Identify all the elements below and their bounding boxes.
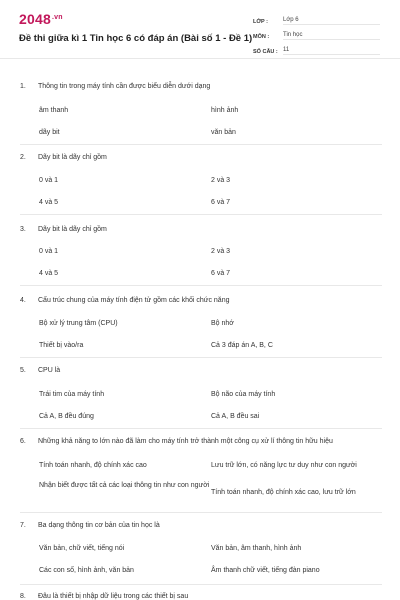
answer-option[interactable]: Thiết bị vào/ra — [39, 342, 84, 349]
answer-option[interactable]: Các con số, hình ảnh, văn bản — [39, 567, 134, 574]
exam-meta — [253, 13, 380, 58]
answer-option[interactable]: Văn bản, chữ viết, tiếng nói — [39, 545, 125, 552]
divider — [20, 357, 382, 358]
meta-subject-value: Tin học — [283, 32, 380, 40]
answer-option[interactable]: Trái tim của máy tính — [39, 391, 105, 398]
meta-count-label: SỐ CÂU : — [253, 49, 278, 55]
question-text: 8. Đâu là thiết bị nhập dữ liệu trong các thiết bị sau — [20, 593, 189, 600]
meta-class-label: LỚP : — [253, 19, 268, 25]
page-header — [0, 0, 400, 59]
answer-option[interactable]: Cả A, B đều đúng — [39, 413, 94, 420]
answer-option[interactable]: Bộ nhớ — [211, 320, 234, 327]
answer-option[interactable]: 4 và 5 — [39, 270, 59, 277]
answer-option[interactable]: Bộ não của máy tính — [211, 391, 276, 398]
answer-option[interactable]: dãy bit — [39, 129, 60, 136]
answer-option[interactable]: 0 và 1 — [39, 248, 59, 255]
answer-option[interactable]: văn bản — [211, 129, 236, 136]
question-text: 4. Cấu trúc chung của máy tính điện tử gồm các khối chức năng — [20, 297, 230, 304]
question-text: 2. Dãy bit là dãy chỉ gồm — [20, 154, 107, 161]
answer-option[interactable]: 0 và 1 — [39, 177, 59, 184]
meta-class-value: Lớp 6 — [283, 17, 380, 25]
answer-option[interactable]: 2 và 3 — [211, 177, 231, 184]
divider — [20, 214, 382, 215]
question-text: 7. Ba dạng thông tin cơ bản của tin học là — [20, 522, 160, 529]
question-text: 3. Dãy bit là dãy chỉ gồm — [20, 226, 107, 233]
answer-option[interactable]: Nhận biết được tất cả các loại thông tin như con người — [39, 482, 210, 489]
question-text: 1. Thông tin trong máy tính cần được biểu diễn dưới dạng — [20, 83, 211, 90]
answer-option[interactable]: 4 và 5 — [39, 199, 59, 206]
divider — [20, 144, 382, 145]
answer-option[interactable]: Cả A, B đều sai — [211, 413, 260, 420]
divider — [20, 428, 382, 429]
meta-subject — [253, 28, 380, 40]
answer-option[interactable]: Cả 3 đáp án A, B, C — [211, 342, 273, 349]
answer-option[interactable]: Tính toán nhanh, độ chính xác cao — [39, 462, 147, 469]
answer-option[interactable]: Tính toán nhanh, độ chính xác cao, lưu trữ lớn — [211, 489, 356, 496]
answer-option[interactable]: Bộ xử lý trung tâm (CPU) — [39, 320, 118, 327]
question-text: 5. CPU là — [20, 367, 61, 374]
answer-option[interactable]: Lưu trữ lớn, có năng lực tư duy như con người — [211, 462, 357, 469]
answer-option[interactable]: 2 và 3 — [211, 248, 231, 255]
exam-title: Đề thi giữa kì 1 Tin học 6 có đáp án (Bài số 1 - Đề 1) — [19, 33, 253, 44]
divider — [20, 285, 382, 286]
meta-class — [253, 13, 380, 25]
meta-subject-label: MÔN : — [253, 34, 270, 40]
meta-count — [253, 43, 380, 55]
answer-option[interactable]: 6 và 7 — [211, 270, 231, 277]
answer-option[interactable]: hình ảnh — [211, 107, 239, 114]
answer-option[interactable]: âm thanh — [39, 107, 69, 114]
meta-count-value: 11 — [283, 47, 380, 55]
divider — [20, 512, 382, 513]
answer-option[interactable]: 6 và 7 — [211, 199, 231, 206]
answer-option[interactable]: Văn bản, âm thanh, hình ảnh — [211, 545, 302, 552]
site-logo[interactable]: $2048^{.vn}$ — [19, 11, 63, 27]
answer-option[interactable]: Âm thanh chữ viết, tiếng đàn piano — [211, 567, 320, 574]
question-text: 6. Những khả năng to lớn nào đã làm cho máy tính trở thành một công cụ xử lí thông tin hữu hiệu — [20, 438, 333, 445]
divider — [20, 584, 382, 585]
